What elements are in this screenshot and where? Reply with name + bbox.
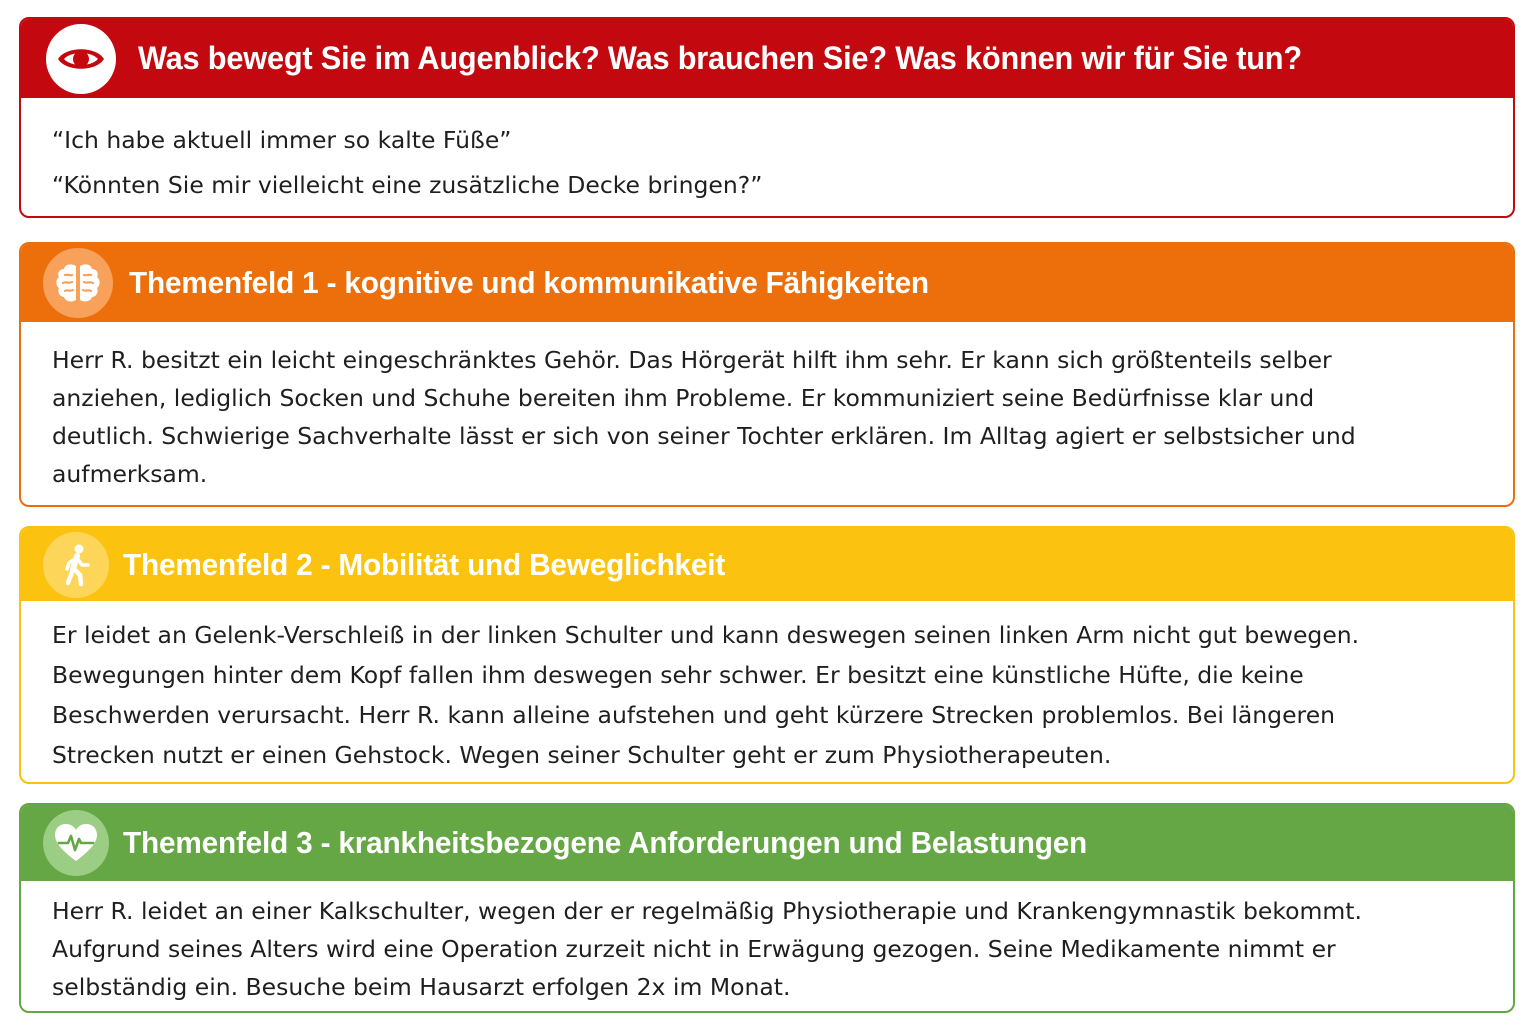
themenfeld-2-card <box>19 526 1515 784</box>
card-title: Themenfeld 2 - Mobilität und Beweglichkeit <box>123 546 726 582</box>
body-line: “Ich habe aktuell immer so kalte Füße” <box>52 126 512 154</box>
body-line: selbständig ein. Besuche beim Hausarzt erfolgen 2x im Monat. <box>52 973 791 1001</box>
body-line: Aufgrund seines Alters wird eine Operation zurzeit nicht in Erwägung gezogen. Seine Medikamente nimmt er <box>52 935 1336 963</box>
themenfeld-3-card <box>19 803 1515 1013</box>
walking-person-icon <box>43 532 109 598</box>
themenfeld-1-card <box>19 242 1515 507</box>
card-header <box>21 19 1513 98</box>
card-header <box>21 805 1513 881</box>
brain-icon <box>43 248 113 318</box>
card-body <box>21 98 1513 208</box>
card-header <box>21 244 1513 322</box>
body-line: Strecken nutzt er einen Gehstock. Wegen seiner Schulter geht er zum Physiotherapeuten. <box>52 741 1112 769</box>
heart-pulse-icon <box>43 810 109 876</box>
body-line: Bewegungen hinter dem Kopf fallen ihm deswegen sehr schwer. Er besitzt eine künstliche Hüfte, die keine <box>52 661 1304 689</box>
card-body <box>21 601 1513 775</box>
card-title: Was bewegt Sie im Augenblick? Was brauchen Sie? Was können wir für Sie tun? <box>138 40 1302 76</box>
question-card <box>19 17 1515 218</box>
card-title: Themenfeld 3 - krankheitsbezogene Anforderungen und Belastungen <box>123 825 1088 860</box>
body-line: Herr R. leidet an einer Kalkschulter, wegen der er regelmäßig Physiotherapie und Krankengymnastik bekommt. <box>52 897 1362 925</box>
card-title: Themenfeld 1 - kognitive und kommunikative Fähigkeiten <box>129 265 929 300</box>
eye-icon <box>46 24 116 94</box>
body-line: Er leidet an Gelenk-Verschleiß in der linken Schulter und kann deswegen seinen linken Arm nicht gut bewegen. <box>52 621 1360 649</box>
card-header <box>21 528 1513 601</box>
body-line: deutlich. Schwierige Sachverhalte lässt er sich von seiner Tochter erklären. Im Alltag agiert er selbstsicher und <box>52 422 1356 450</box>
body-line: anziehen, lediglich Socken und Schuhe bereiten ihm Probleme. Er kommuniziert seine Bedürfnisse klar und <box>52 384 1315 412</box>
body-line: “Könnten Sie mir vielleicht eine zusätzliche Decke bringen?” <box>52 171 763 199</box>
card-body <box>21 322 1513 493</box>
body-line: Beschwerden verursacht. Herr R. kann alleine aufstehen und geht kürzere Strecken problemlos. Bei längeren <box>52 701 1336 729</box>
body-line: Herr R. besitzt ein leicht eingeschränktes Gehör. Das Hörgerät hilft ihm sehr. Er kann sich größtenteils selber <box>52 346 1332 374</box>
card-body <box>21 881 1513 1006</box>
body-line: aufmerksam. <box>52 460 208 488</box>
